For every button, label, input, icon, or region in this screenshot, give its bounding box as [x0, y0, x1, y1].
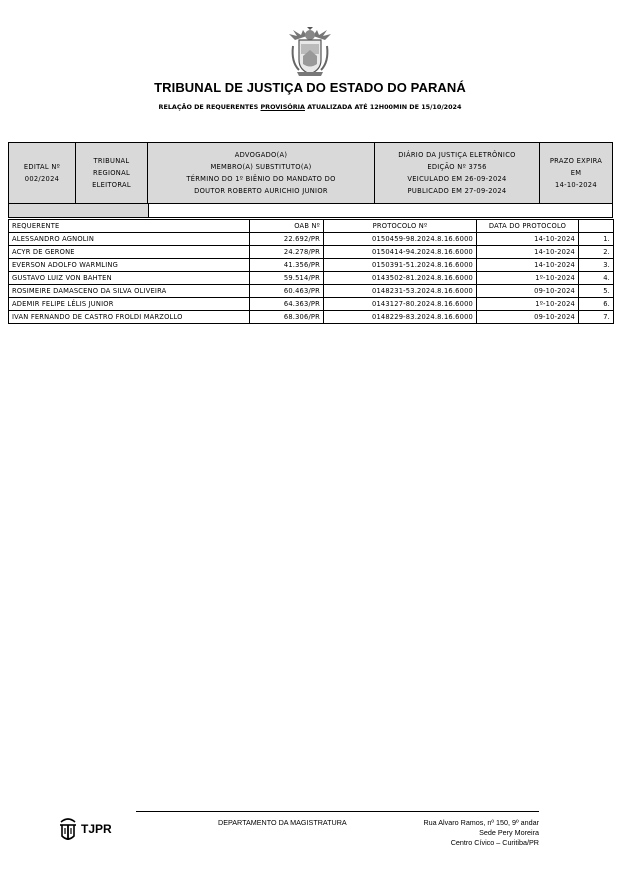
edital-info-box	[8, 142, 613, 204]
diario-line: VEICULADO EM 26-09-2024	[407, 175, 507, 183]
spacer-shaded-cell	[9, 204, 149, 217]
oab-number: 22.692/PR	[250, 233, 324, 246]
advogado-cell	[148, 143, 375, 203]
diario-line: PUBLICADO EM 27-09-2024	[407, 187, 507, 195]
subtitle-prefix: RELAÇÃO DE REQUERENTES	[158, 103, 261, 111]
oab-number: 60.463/PR	[250, 285, 324, 298]
protocolo-number: 0150391-51.2024.8.16.6000	[324, 259, 477, 272]
protocolo-number: 0150459-98.2024.8.16.6000	[324, 233, 477, 246]
diario-line: EDIÇÃO Nº 3756	[427, 163, 487, 171]
prazo-cell	[540, 143, 612, 203]
address-line: Sede Pery Moreira	[479, 828, 539, 837]
department-name: DEPARTAMENTO DA MAGISTRATURA	[218, 818, 347, 827]
row-index: 4.	[579, 272, 614, 285]
edital-number: 002/2024	[24, 175, 60, 183]
row-index: 7.	[579, 311, 614, 324]
protocolo-date: 09-10-2024	[477, 285, 579, 298]
spacer-row	[8, 204, 613, 218]
col-header-oab: OAB Nº	[250, 220, 324, 233]
protocolo-date: 14-10-2024	[477, 259, 579, 272]
oab-number: 68.306/PR	[250, 311, 324, 324]
prazo-line: PRAZO EXPIRA	[549, 157, 603, 165]
diario-cell	[375, 143, 540, 203]
advogado-line: TÉRMINO DO 1º BIÊNIO DO MANDATO DO	[186, 175, 336, 183]
subtitle-suffix: ATUALIZADA ATÉ 12H00MIN DE 15/10/2024	[304, 103, 462, 111]
page-subtitle	[0, 103, 620, 111]
advogado-line: MEMBRO(A) SUBSTITUTO(A)	[210, 163, 312, 171]
protocolo-number: 0150414-94.2024.8.16.6000	[324, 246, 477, 259]
oab-number: 64.363/PR	[250, 298, 324, 311]
row-index: 3.	[579, 259, 614, 272]
advogado-line: DOUTOR ROBERTO AURICHIO JUNIOR	[194, 187, 328, 195]
subtitle-provisional: PROVISÓRIA	[260, 103, 305, 111]
oab-number: 41.356/PR	[250, 259, 324, 272]
requerente-name: ALESSANDRO AGNOLIN	[9, 233, 250, 246]
diario-line: DIÁRIO DA JUSTIÇA ELETRÔNICO	[398, 151, 516, 159]
protocolo-date: 09-10-2024	[477, 311, 579, 324]
state-coat-of-arms-icon	[287, 26, 333, 78]
protocolo-number: 0143127-80.2024.8.16.6000	[324, 298, 477, 311]
protocolo-date: 14-10-2024	[477, 233, 579, 246]
requerentes-table	[8, 219, 614, 324]
requerente-name: GUSTAVO LUIZ VON BAHTEN	[9, 272, 250, 285]
footer-divider	[136, 811, 539, 812]
table-header-row	[9, 220, 614, 233]
edital-label: EDITAL Nº	[23, 163, 61, 171]
tjpr-logo-text: TJPR	[81, 822, 112, 836]
table-row	[9, 246, 614, 259]
table-row	[9, 311, 614, 324]
tribunal-line: TRIBUNAL	[93, 157, 130, 165]
page-title: TRIBUNAL DE JUSTIÇA DO ESTADO DO PARANÁ	[154, 80, 466, 95]
col-header-protocolo: PROTOCOLO Nº	[324, 220, 477, 233]
table-row	[9, 285, 614, 298]
edital-cell	[9, 143, 76, 203]
requerente-name: ACYR DE GERONE	[9, 246, 250, 259]
oab-number: 59.514/PR	[250, 272, 324, 285]
col-header-index	[579, 220, 614, 233]
row-index: 2.	[579, 246, 614, 259]
table-row	[9, 233, 614, 246]
tribunal-cell	[76, 143, 148, 203]
row-index: 1.	[579, 233, 614, 246]
advogado-line: ADVOGADO(A)	[234, 151, 288, 159]
requerente-name: ADEMIR FELIPE LÉLIS JUNIOR	[9, 298, 250, 311]
protocolo-date: 1º-10-2024	[477, 298, 579, 311]
protocolo-date: 1º-10-2024	[477, 272, 579, 285]
address-line: Rua Alvaro Ramos, nº 150, 9º andar	[423, 818, 539, 827]
col-header-requerente: REQUERENTE	[9, 220, 250, 233]
oab-number: 24.278/PR	[250, 246, 324, 259]
protocolo-number: 0148229-83.2024.8.16.6000	[324, 311, 477, 324]
tjpr-logo	[58, 815, 118, 843]
protocolo-number: 0148231-53.2024.8.16.6000	[324, 285, 477, 298]
prazo-line: EM	[570, 169, 582, 177]
table-row	[9, 272, 614, 285]
tribunal-line: REGIONAL	[93, 169, 130, 177]
tribunal-line: ELEITORAL	[92, 181, 131, 189]
tjpr-emblem-icon	[58, 816, 78, 842]
requerente-name: EVERSON ADOLFO WARMLING	[9, 259, 250, 272]
protocolo-number: 0143502-81.2024.8.16.6000	[324, 272, 477, 285]
col-header-data: DATA DO PROTOCOLO	[477, 220, 579, 233]
prazo-date: 14-10-2024	[555, 181, 597, 189]
table-row	[9, 259, 614, 272]
table-row	[9, 298, 614, 311]
requerente-name: ROSIMEIRE DAMASCENO DA SILVA OLIVEIRA	[9, 285, 250, 298]
address-line: Centro Cívico – Curitiba/PR	[450, 838, 539, 847]
row-index: 6.	[579, 298, 614, 311]
address-block	[423, 818, 539, 848]
requerente-name: IVAN FERNANDO DE CASTRO FROLDI MARZOLLO	[9, 311, 250, 324]
protocolo-date: 14-10-2024	[477, 246, 579, 259]
row-index: 5.	[579, 285, 614, 298]
